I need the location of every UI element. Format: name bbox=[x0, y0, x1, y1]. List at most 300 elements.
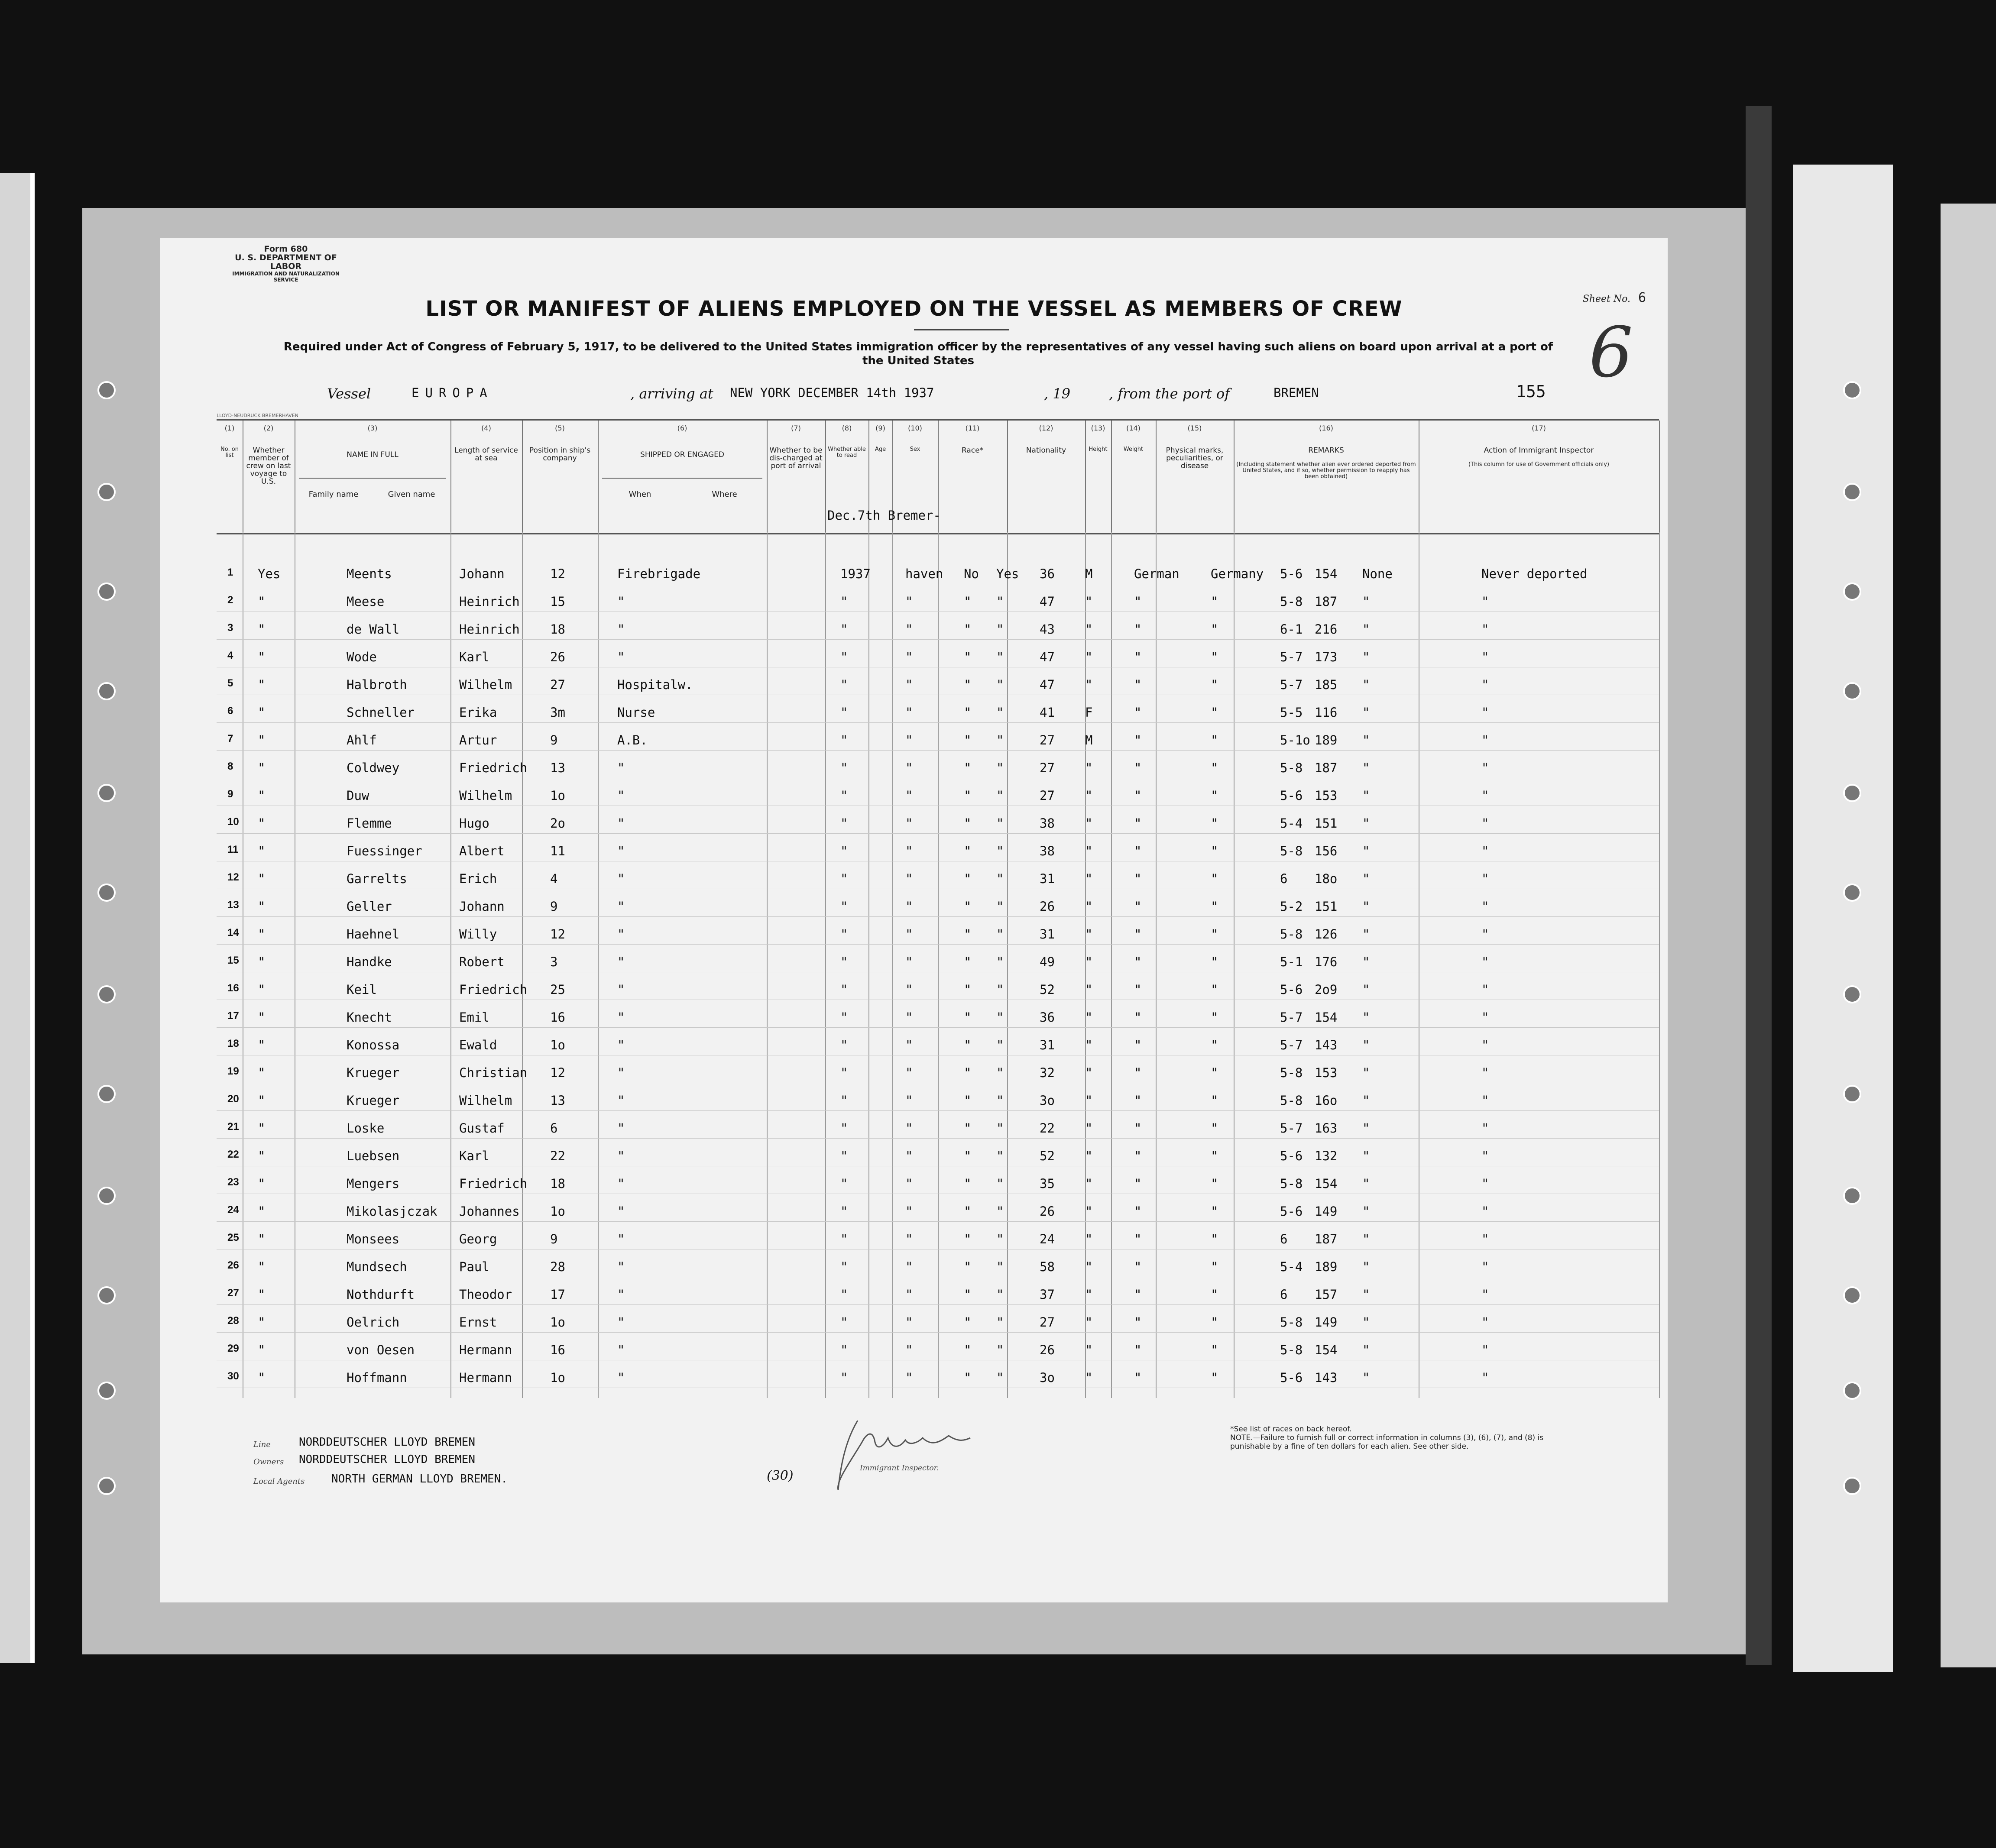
cell-marks: " bbox=[1362, 1149, 1370, 1163]
cell-height: 5-8 bbox=[1280, 844, 1303, 858]
cell-given: Gustaf bbox=[459, 1121, 505, 1136]
line-value: NORDDEUTSCHER LLOYD BREMEN bbox=[299, 1436, 475, 1449]
cell-service: 1o bbox=[550, 788, 565, 803]
adjacent-page-far-right bbox=[1941, 204, 1996, 1667]
cell-crew: " bbox=[258, 1259, 266, 1274]
cell-service: 9 bbox=[550, 733, 558, 748]
cell-family: Flemme bbox=[347, 816, 392, 831]
cell-weight: 132 bbox=[1315, 1149, 1338, 1163]
cell-remarks: " bbox=[1481, 955, 1489, 969]
cell-given: Friedrich bbox=[459, 982, 528, 997]
cell-height: 5-2 bbox=[1280, 899, 1303, 914]
cell-weight: 154 bbox=[1315, 1010, 1338, 1025]
cell-when: " bbox=[840, 705, 848, 720]
cell-height: 5-7 bbox=[1280, 1038, 1303, 1052]
cell-discharged: " bbox=[964, 1315, 972, 1330]
cell-given: Hermann bbox=[459, 1343, 512, 1357]
column-header-6 bbox=[598, 421, 768, 533]
column-label: Height bbox=[1089, 446, 1108, 453]
cell-position: " bbox=[617, 1287, 625, 1302]
cell-no: 20 bbox=[227, 1093, 239, 1105]
row-rule bbox=[217, 1304, 1659, 1305]
cell-race: " bbox=[1134, 927, 1142, 942]
cell-read: " bbox=[996, 1204, 1004, 1219]
cell-where: " bbox=[905, 1259, 913, 1274]
cell-no: 18 bbox=[227, 1038, 239, 1049]
cell-position: " bbox=[617, 1093, 625, 1108]
column-label: Race* bbox=[961, 446, 984, 455]
binder-hole bbox=[1843, 682, 1861, 700]
cell-crew: " bbox=[258, 705, 266, 720]
binder-hole bbox=[97, 784, 116, 802]
column-note: (This column for use of Government officials only) bbox=[1468, 461, 1610, 468]
binder-hole bbox=[1843, 784, 1861, 802]
cell-nationality: " bbox=[1211, 1010, 1218, 1025]
subheader-rule bbox=[602, 478, 762, 479]
cell-race: " bbox=[1134, 1287, 1142, 1302]
departure-port: BREMEN bbox=[1273, 385, 1319, 400]
cell-marks: " bbox=[1362, 705, 1370, 720]
cell-race: " bbox=[1134, 899, 1142, 914]
department: U. S. DEPARTMENT OF LABOR bbox=[235, 253, 337, 271]
cell-discharged: " bbox=[964, 816, 972, 831]
cell-sex: " bbox=[1085, 844, 1093, 858]
cell-height: 5-1 bbox=[1280, 955, 1303, 969]
cell-where: " bbox=[905, 1370, 913, 1385]
cell-sex: F bbox=[1085, 705, 1093, 720]
cell-read: " bbox=[996, 1370, 1004, 1385]
cell-no: 15 bbox=[227, 955, 239, 966]
cell-sex: " bbox=[1085, 1149, 1093, 1163]
cell-where: " bbox=[905, 1038, 913, 1052]
cell-service: 22 bbox=[550, 1149, 565, 1163]
board-edge bbox=[1746, 106, 1772, 1665]
cell-no: 17 bbox=[227, 1010, 239, 1022]
cell-service: 27 bbox=[550, 677, 565, 692]
cell-no: 6 bbox=[227, 705, 233, 717]
cell-crew: " bbox=[258, 816, 266, 831]
cell-no: 28 bbox=[227, 1315, 239, 1327]
agents-label: Local Agents bbox=[253, 1477, 305, 1486]
cell-read: " bbox=[996, 1343, 1004, 1357]
cell-crew: " bbox=[258, 955, 266, 969]
column-label: Whether to be dis-charged at port of arrival bbox=[769, 446, 823, 470]
cell-discharged: " bbox=[964, 1121, 972, 1136]
cell-service: 6 bbox=[550, 1121, 558, 1136]
cell-where: " bbox=[905, 1065, 913, 1080]
cell-family: Coldwey bbox=[347, 761, 400, 775]
cell-nationality: " bbox=[1211, 622, 1218, 637]
cell-given: Artur bbox=[459, 733, 497, 748]
column-label: NAME IN FULL bbox=[347, 450, 399, 459]
column-label: REMARKS bbox=[1308, 446, 1344, 455]
cell-position: " bbox=[617, 844, 625, 858]
cell-discharged: " bbox=[964, 844, 972, 858]
cell-height: 5-7 bbox=[1280, 677, 1303, 692]
cell-marks: " bbox=[1362, 1010, 1370, 1025]
column-number: (5) bbox=[555, 424, 565, 432]
cell-marks: " bbox=[1362, 1204, 1370, 1219]
cell-position: " bbox=[617, 982, 625, 997]
cell-age: 47 bbox=[1040, 594, 1055, 609]
cell-age: 22 bbox=[1040, 1121, 1055, 1136]
cell-given: Wilhelm bbox=[459, 1093, 512, 1108]
cell-where: " bbox=[905, 927, 913, 942]
cell-sex: " bbox=[1085, 927, 1093, 942]
cell-crew: " bbox=[258, 982, 266, 997]
column-header-2 bbox=[243, 421, 295, 533]
cell-marks: " bbox=[1362, 927, 1370, 942]
cell-marks: " bbox=[1362, 1121, 1370, 1136]
cell-marks: " bbox=[1362, 1315, 1370, 1330]
cell-weight: 176 bbox=[1315, 955, 1338, 969]
cell-read: " bbox=[996, 594, 1004, 609]
cell-family: Duw bbox=[347, 788, 369, 803]
column-number: (12) bbox=[1039, 424, 1053, 432]
column-number: (3) bbox=[367, 424, 378, 432]
cell-family: Monsees bbox=[347, 1232, 400, 1246]
cell-nationality: " bbox=[1211, 1343, 1218, 1357]
cell-when: " bbox=[840, 927, 848, 942]
cell-family: Halbroth bbox=[347, 677, 407, 692]
cell-read: " bbox=[996, 899, 1004, 914]
cell-no: 5 bbox=[227, 677, 233, 689]
cell-no: 1 bbox=[227, 566, 233, 578]
binder-hole bbox=[1843, 1085, 1861, 1103]
cell-where: " bbox=[905, 1315, 913, 1330]
cell-remarks: " bbox=[1481, 594, 1489, 609]
cell-family: Nothdurft bbox=[347, 1287, 415, 1302]
column-label: Nationality bbox=[1026, 446, 1066, 455]
cell-given: Karl bbox=[459, 1149, 489, 1163]
column-rule bbox=[1156, 532, 1235, 1398]
cell-race: " bbox=[1134, 1149, 1142, 1163]
cell-read: " bbox=[996, 622, 1004, 637]
cell-weight: 153 bbox=[1315, 1065, 1338, 1080]
fine-note: NOTE.—Failure to furnish full or correct information in columns (3), (6), (7), and (8) is punishable by a fine of ten dollars for each alien. See other side. bbox=[1230, 1434, 1544, 1451]
cell-marks: " bbox=[1362, 594, 1370, 609]
cell-position: " bbox=[617, 1232, 625, 1246]
cell-nationality: " bbox=[1211, 788, 1218, 803]
subheader-rule bbox=[299, 478, 446, 479]
cell-race: " bbox=[1134, 955, 1142, 969]
cell-when: " bbox=[840, 844, 848, 858]
cell-race: German bbox=[1134, 566, 1179, 581]
cell-nationality: " bbox=[1211, 1121, 1218, 1136]
binder-hole bbox=[97, 1085, 116, 1103]
binder-hole bbox=[1843, 1477, 1861, 1495]
cell-sex: " bbox=[1085, 982, 1093, 997]
column-label: Weight bbox=[1123, 446, 1144, 453]
row-rule bbox=[217, 944, 1659, 945]
cell-discharged: " bbox=[964, 982, 972, 997]
cell-remarks: " bbox=[1481, 622, 1489, 637]
cell-read: " bbox=[996, 650, 1004, 664]
cell-nationality: " bbox=[1211, 844, 1218, 858]
cell-crew: " bbox=[258, 1232, 266, 1246]
cell-nationality: " bbox=[1211, 1038, 1218, 1052]
cell-marks: " bbox=[1362, 1370, 1370, 1385]
cell-height: 5-8 bbox=[1280, 1315, 1303, 1330]
column-header-17 bbox=[1419, 421, 1660, 533]
cell-read: " bbox=[996, 1232, 1004, 1246]
cell-read: " bbox=[996, 844, 1004, 858]
row-rule bbox=[217, 833, 1659, 834]
cell-given: Willy bbox=[459, 927, 497, 942]
cell-discharged: " bbox=[964, 788, 972, 803]
from-port-label: , from the port of bbox=[1109, 385, 1230, 402]
cell-given: Hermann bbox=[459, 1370, 512, 1385]
cell-position: " bbox=[617, 788, 625, 803]
cell-read: " bbox=[996, 1259, 1004, 1274]
printer-mark: LLOYD-NEUDRUCK BREMERHAVEN bbox=[217, 413, 298, 418]
column-header-11 bbox=[938, 421, 1008, 533]
cell-discharged: " bbox=[964, 650, 972, 664]
cell-height: 5-8 bbox=[1280, 1343, 1303, 1357]
subheader-label: Given name bbox=[388, 490, 435, 499]
column-number: (8) bbox=[842, 424, 852, 432]
cell-service: 12 bbox=[550, 927, 565, 942]
cell-read: " bbox=[996, 761, 1004, 775]
cell-age: 27 bbox=[1040, 761, 1055, 775]
cell-crew: " bbox=[258, 1315, 266, 1330]
cell-read: " bbox=[996, 733, 1004, 748]
column-header-15 bbox=[1156, 421, 1235, 533]
column-label: Whether able to read bbox=[828, 446, 866, 459]
cell-sex: " bbox=[1085, 1315, 1093, 1330]
cell-crew: " bbox=[258, 927, 266, 942]
footer-note bbox=[1230, 1425, 1585, 1451]
cell-when: " bbox=[840, 1093, 848, 1108]
cell-nationality: " bbox=[1211, 955, 1218, 969]
cell-weight: 2o9 bbox=[1315, 982, 1338, 997]
column-number: (6) bbox=[677, 424, 687, 432]
cell-marks: " bbox=[1362, 982, 1370, 997]
cell-age: 3o bbox=[1040, 1370, 1055, 1385]
cell-crew: " bbox=[258, 788, 266, 803]
subheader-label: When bbox=[629, 490, 651, 499]
cell-sex: " bbox=[1085, 899, 1093, 914]
cell-race: " bbox=[1134, 1232, 1142, 1246]
cell-discharged: " bbox=[964, 1287, 972, 1302]
cell-marks: " bbox=[1362, 1093, 1370, 1108]
cell-remarks: " bbox=[1481, 844, 1489, 858]
binder-hole bbox=[1843, 381, 1861, 399]
cell-marks: " bbox=[1362, 1259, 1370, 1274]
cell-when: " bbox=[840, 1121, 848, 1136]
cell-race: " bbox=[1134, 1315, 1142, 1330]
cell-age: 26 bbox=[1040, 1343, 1055, 1357]
column-rule bbox=[243, 532, 295, 1398]
cell-height: 5-8 bbox=[1280, 594, 1303, 609]
cell-age: 31 bbox=[1040, 1038, 1055, 1052]
arrival-port-date: NEW YORK DECEMBER 14th 1937 bbox=[730, 385, 934, 400]
cell-when: " bbox=[840, 761, 848, 775]
cell-family: Mikolasjczak bbox=[347, 1204, 437, 1219]
cell-family: Haehnel bbox=[347, 927, 400, 942]
cell-weight: 187 bbox=[1315, 594, 1338, 609]
cell-position: " bbox=[617, 1315, 625, 1330]
cell-service: 9 bbox=[550, 1232, 558, 1246]
column-label: Physical marks, peculiarities, or disease bbox=[1166, 446, 1224, 470]
cell-read: " bbox=[996, 816, 1004, 831]
cell-family: Konossa bbox=[347, 1038, 400, 1052]
cell-height: 5-8 bbox=[1280, 761, 1303, 775]
cell-given: Robert bbox=[459, 955, 505, 969]
cell-where: " bbox=[905, 705, 913, 720]
page-title: LIST OR MANIFEST OF ALIENS EMPLOYED ON THE VESSEL AS MEMBERS OF CREW bbox=[425, 297, 1403, 321]
cell-crew: " bbox=[258, 1121, 266, 1136]
column-number: (11) bbox=[965, 424, 980, 432]
column-number: (7) bbox=[791, 424, 801, 432]
column-label: Action of Immigrant Inspector bbox=[1484, 446, 1594, 455]
cell-discharged: " bbox=[964, 733, 972, 748]
cell-family: Handke bbox=[347, 955, 392, 969]
cell-sex: " bbox=[1085, 594, 1093, 609]
cell-read: " bbox=[996, 871, 1004, 886]
cell-when: " bbox=[840, 955, 848, 969]
column-number: (2) bbox=[263, 424, 274, 432]
cell-family: Ahlf bbox=[347, 733, 377, 748]
column-rule bbox=[767, 532, 826, 1398]
cell-position: " bbox=[617, 955, 625, 969]
cell-no: 2 bbox=[227, 594, 233, 606]
cell-marks: " bbox=[1362, 1287, 1370, 1302]
cell-nationality: " bbox=[1211, 650, 1218, 664]
cell-age: 31 bbox=[1040, 927, 1055, 942]
cell-sex: " bbox=[1085, 1370, 1093, 1385]
cell-position: " bbox=[617, 816, 625, 831]
cell-when: " bbox=[840, 733, 848, 748]
cell-weight: 16o bbox=[1315, 1093, 1338, 1108]
cell-crew: " bbox=[258, 677, 266, 692]
cell-weight: 151 bbox=[1315, 899, 1338, 914]
cell-given: Wilhelm bbox=[459, 677, 512, 692]
cell-weight: 185 bbox=[1315, 677, 1338, 692]
cell-family: Hoffmann bbox=[347, 1370, 407, 1385]
cell-when: " bbox=[840, 1370, 848, 1385]
cell-crew: " bbox=[258, 761, 266, 775]
cell-position: " bbox=[617, 871, 625, 886]
cell-discharged: No bbox=[964, 566, 979, 581]
cell-no: 9 bbox=[227, 788, 233, 800]
cell-weight: 149 bbox=[1315, 1315, 1338, 1330]
vessel-name: EUROPA bbox=[412, 385, 493, 400]
cell-family: Krueger bbox=[347, 1065, 400, 1080]
cell-race: " bbox=[1134, 761, 1142, 775]
cell-where: " bbox=[905, 1232, 913, 1246]
voyage-line bbox=[160, 382, 1668, 407]
cell-service: 16 bbox=[550, 1010, 565, 1025]
cell-service: 28 bbox=[550, 1259, 565, 1274]
cell-crew: " bbox=[258, 899, 266, 914]
manifest-page bbox=[160, 238, 1668, 1602]
cell-service: 3 bbox=[550, 955, 558, 969]
cell-service: 17 bbox=[550, 1287, 565, 1302]
cell-service: 1o bbox=[550, 1204, 565, 1219]
title-rule bbox=[914, 329, 1009, 330]
cell-discharged: " bbox=[964, 1093, 972, 1108]
cell-service: 18 bbox=[550, 622, 565, 637]
arriving-label: , arriving at bbox=[630, 385, 713, 402]
binder-hole bbox=[97, 682, 116, 700]
cell-race: " bbox=[1134, 1343, 1142, 1357]
cell-marks: " bbox=[1362, 955, 1370, 969]
races-note: *See list of races on back hereof. bbox=[1230, 1425, 1352, 1434]
cell-weight: 163 bbox=[1315, 1121, 1338, 1136]
cell-family: Knecht bbox=[347, 1010, 392, 1025]
cell-service: 15 bbox=[550, 594, 565, 609]
cell-height: 5-7 bbox=[1280, 650, 1303, 664]
cell-weight: 18o bbox=[1315, 871, 1338, 886]
cell-remarks: " bbox=[1481, 1176, 1489, 1191]
cell-sex: " bbox=[1085, 955, 1093, 969]
cell-position: A.B. bbox=[617, 733, 648, 748]
cell-remarks: " bbox=[1481, 1038, 1489, 1052]
cell-crew: " bbox=[258, 844, 266, 858]
cell-where: " bbox=[905, 677, 913, 692]
cell-sex: " bbox=[1085, 622, 1093, 637]
cell-given: Christian bbox=[459, 1065, 528, 1080]
cell-height: 5-4 bbox=[1280, 816, 1303, 831]
cell-marks: " bbox=[1362, 1038, 1370, 1052]
cell-given: Heinrich bbox=[459, 594, 520, 609]
cell-discharged: " bbox=[964, 871, 972, 886]
cell-race: " bbox=[1134, 1204, 1142, 1219]
binder-hole bbox=[97, 583, 116, 601]
cell-age: 38 bbox=[1040, 844, 1055, 858]
cell-weight: 157 bbox=[1315, 1287, 1338, 1302]
cell-given: Paul bbox=[459, 1259, 489, 1274]
column-number: (14) bbox=[1126, 424, 1141, 432]
row-rule bbox=[217, 722, 1659, 723]
cell-read: " bbox=[996, 1315, 1004, 1330]
binder-hole bbox=[1843, 483, 1861, 501]
cell-race: " bbox=[1134, 982, 1142, 997]
cell-service: 1o bbox=[550, 1315, 565, 1330]
cell-family: de Wall bbox=[347, 622, 400, 637]
cell-height: 5-6 bbox=[1280, 1204, 1303, 1219]
cell-when: " bbox=[840, 650, 848, 664]
cell-age: 26 bbox=[1040, 1204, 1055, 1219]
cell-weight: 154 bbox=[1315, 566, 1338, 581]
binder-hole bbox=[1843, 1286, 1861, 1304]
owners-label: Owners bbox=[253, 1457, 284, 1466]
cell-given: Johannes bbox=[459, 1204, 520, 1219]
cell-where: " bbox=[905, 1093, 913, 1108]
cell-race: " bbox=[1134, 622, 1142, 637]
row-rule bbox=[217, 1221, 1659, 1222]
column-label: Length of service at sea bbox=[454, 446, 518, 463]
cell-discharged: " bbox=[964, 1149, 972, 1163]
cell-remarks: " bbox=[1481, 1093, 1489, 1108]
cell-position: " bbox=[617, 1259, 625, 1274]
cell-discharged: " bbox=[964, 705, 972, 720]
cell-family: Keil bbox=[347, 982, 377, 997]
cell-height: 5-6 bbox=[1280, 982, 1303, 997]
cell-age: 52 bbox=[1040, 1149, 1055, 1163]
inspector-label: Immigrant Inspector. bbox=[860, 1464, 939, 1473]
cell-age: 52 bbox=[1040, 982, 1055, 997]
cell-service: 1o bbox=[550, 1370, 565, 1385]
column-number: (4) bbox=[481, 424, 491, 432]
binder-hole bbox=[97, 1477, 116, 1495]
cell-read: " bbox=[996, 955, 1004, 969]
cell-service: 25 bbox=[550, 982, 565, 997]
cell-race: " bbox=[1134, 1121, 1142, 1136]
cell-discharged: " bbox=[964, 927, 972, 942]
column-note: (Including statement whether alien ever ordered deported from United States, and if so, whether permission to reapply has been obtained) bbox=[1236, 461, 1416, 480]
